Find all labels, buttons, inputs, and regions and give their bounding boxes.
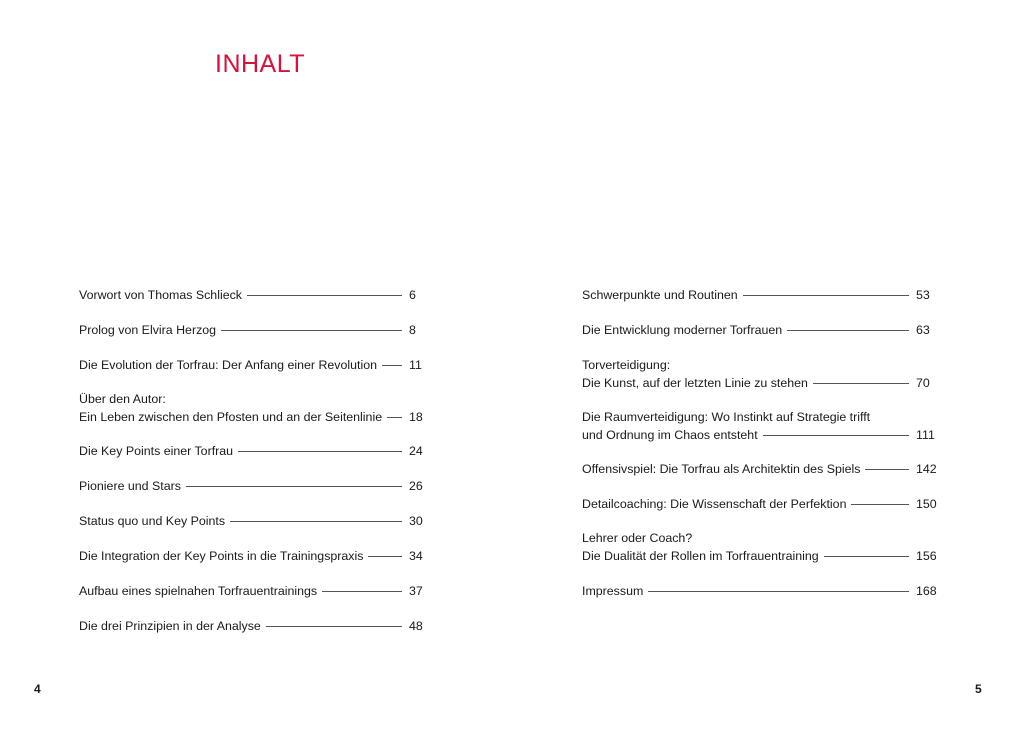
toc-entry[interactable] — [79, 443, 431, 461]
toc-entry[interactable] — [79, 322, 431, 340]
toc-entry[interactable] — [79, 357, 431, 375]
toc-entry-title: Die drei Prinzipien in der Analyse — [79, 619, 261, 633]
toc-entry[interactable] — [582, 530, 938, 565]
leader-line — [230, 521, 402, 522]
toc-entry[interactable] — [582, 357, 938, 392]
leader-line — [824, 556, 909, 557]
toc-entry-pre: Die Raumverteidigung: Wo Instinkt auf Strategie trifft — [582, 410, 871, 424]
toc-entry-pre: Lehrer oder Coach? — [582, 531, 693, 545]
toc-entry-page: 34 — [409, 549, 423, 563]
toc-entry-page: 8 — [409, 323, 416, 337]
toc-entry-title: Status quo und Key Points — [79, 514, 226, 528]
toc-entry-page: 48 — [409, 619, 423, 633]
toc-entry-page: 168 — [916, 584, 937, 598]
page-number-right: 5 — [975, 682, 982, 696]
leader-line — [382, 365, 402, 366]
toc-entry-page: 24 — [409, 444, 423, 458]
toc-entry[interactable] — [582, 322, 938, 340]
toc-entry[interactable] — [79, 548, 431, 566]
leader-line — [322, 591, 402, 592]
toc-entry[interactable] — [79, 583, 431, 601]
toc-entry-title: Die Entwicklung moderner Torfrauen — [582, 323, 783, 337]
toc-entry-page: 70 — [916, 375, 930, 390]
leader-line — [368, 556, 402, 557]
toc-entry-title: und Ordnung im Chaos entsteht — [582, 427, 758, 442]
leader-line — [238, 451, 402, 452]
toc-entry-pre: Über den Autor: — [79, 392, 166, 406]
toc-entry[interactable] — [582, 409, 938, 444]
toc-entry-title: Die Key Points einer Torfrau — [79, 444, 234, 458]
toc-entry-page: 18 — [409, 409, 423, 424]
toc-entry-title: Ein Leben zwischen den Pfosten und an der Seitenlinie — [79, 409, 383, 424]
toc-entry[interactable] — [79, 287, 431, 305]
toc-entry-title: Aufbau eines spielnahen Torfrauentrainings — [79, 584, 318, 598]
toc-entry-title: Die Kunst, auf der letzten Linie zu stehen — [582, 375, 808, 390]
page-number-left: 4 — [34, 682, 41, 696]
toc-entry[interactable] — [79, 618, 431, 636]
page-title: INHALT — [215, 50, 306, 78]
toc-entry-title: Die Integration der Key Points in die Trainingspraxis — [79, 549, 364, 563]
toc-entry-page: 150 — [916, 497, 937, 511]
toc-entry-title: Die Dualität der Rollen im Torfrauentraining — [582, 548, 819, 563]
toc-entry-page: 156 — [916, 548, 937, 563]
toc-entry-page: 111 — [916, 427, 935, 442]
toc-entry-page: 26 — [409, 479, 423, 493]
toc-entry[interactable] — [582, 287, 938, 305]
toc-entry[interactable] — [582, 583, 938, 601]
toc-entry-page: 30 — [409, 514, 423, 528]
toc-entry[interactable] — [582, 461, 938, 479]
toc-entry-title: Pioniere und Stars — [79, 479, 181, 493]
toc-entry-title: Schwerpunkte und Routinen — [582, 288, 738, 302]
toc-entry-page: 142 — [916, 462, 937, 476]
leader-line — [763, 435, 909, 436]
leader-line — [813, 383, 909, 384]
toc-entry-title: Offensivspiel: Die Torfrau als Architektin des Spiels — [582, 462, 861, 476]
toc-entry-title: Vorwort von Thomas Schlieck — [79, 288, 242, 302]
toc-entry[interactable] — [582, 496, 938, 514]
toc-entry-page: 6 — [409, 288, 416, 302]
toc-entry-page: 37 — [409, 584, 423, 598]
leader-line — [387, 417, 402, 418]
toc-entry-page: 53 — [916, 288, 930, 302]
toc-entry[interactable] — [79, 513, 431, 531]
toc-entry-pre: Torverteidigung: — [582, 358, 671, 372]
toc-entry-title: Prolog von Elvira Herzog — [79, 323, 217, 337]
toc-entry-title: Detailcoaching: Die Wissenschaft der Perfektion — [582, 497, 847, 511]
leader-line — [266, 626, 402, 627]
toc-entry[interactable] — [79, 478, 431, 496]
leader-line — [851, 504, 909, 505]
toc-entry-title: Impressum — [582, 584, 644, 598]
toc-entry-page: 11 — [409, 358, 422, 372]
toc-entry[interactable] — [79, 391, 431, 426]
toc-entry-title: Die Evolution der Torfrau: Der Anfang einer Revolution — [79, 358, 378, 372]
leader-line — [865, 469, 909, 470]
leader-line — [186, 486, 402, 487]
leader-line — [648, 591, 909, 592]
leader-line — [221, 330, 402, 331]
leader-line — [787, 330, 909, 331]
leader-line — [247, 295, 402, 296]
toc-entry-page: 63 — [916, 323, 930, 337]
leader-line — [743, 295, 909, 296]
